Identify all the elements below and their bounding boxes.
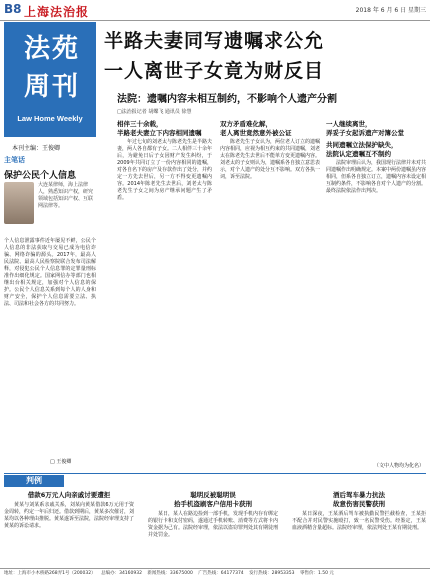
case-title: 酒后驾车暴力抗法 故意伤害民警获刑 <box>333 491 385 508</box>
case-item <box>292 490 426 568</box>
page-badge <box>4 2 22 16</box>
headline-line1: 半路夫妻同写遗嘱求公允 <box>104 30 325 52</box>
byline: □法治报记者 胡蝶飞 通讯员 徐慧 <box>117 109 192 115</box>
article-paragraph: 陈老先生子女认为，两位老人订立的遗嘱内容相同，应视为相互约束的共同遗嘱，刘老太在陈老先生去世后不能单方变更遗嘱内容。刘老太的子女则认为，遗嘱系各自独立意思表示，对个人遗产的处分互不影响。双方各执一词，诉至法院。 <box>220 139 320 180</box>
footer <box>0 568 430 577</box>
author-avatar <box>4 182 34 224</box>
page-number: 8 <box>13 2 22 16</box>
masthead <box>0 0 430 21</box>
case-item <box>148 490 278 568</box>
weekly-title-line1: 法苑 <box>23 34 80 64</box>
column-body: 个人信息泄露事件近年屡见不鲜，公民个人信息的非法获取与交易已成为电信诈骗、网络诈骗的源头。2017年，最高人民法院、最高人民检察院联合发布司法解释，对侵犯公民个人信息罪的定罪量刑标准作出细化规定。国家网信办等部门也相继出台相关规定，加强对个人信息的保护。公民个人信息关系到每个人的人身和财产安全，保护个人信息需要立法、执法、司法和社会各方的共同努力。 <box>4 238 96 307</box>
article-paragraph: 年过七旬的刘老太与陈老先生是半路夫妻，两人各自都有子女。二人相伴三十余年后，为避免日后子女因财产发生纠纷，于2009年共同订立了一份内容相同的遗嘱，对各自名下的房产及存款作出了处分，并约定一方先去世后，另一方不得变更遗嘱内容。2014年陈老先生去世后，刘老太与陈老先生子女之间为房产继承问题产生了矛盾。 <box>117 139 212 201</box>
section-heading: 一人继续离世， 弄妥子女起诉遗产对簿公堂 <box>326 120 404 137</box>
main-headline <box>104 26 430 86</box>
section-heading: 相伴三十余载， 半路老夫妻立下内容相同遗嘱 <box>117 120 202 137</box>
footer-address: 地址：上海市小木桥路268弄1号（200032） <box>4 571 96 576</box>
footer-news-hotline: 新闻热线：33675000 <box>147 571 193 576</box>
article-paragraph: 法院审理后认为，我国现行法律并未对共同遗嘱作出明确规定。本案中两份遗嘱虽内容相同，但系各自独立订立，遗嘱内容未设定相互制约条件，不影响各自对个人遗产的分割。最终法院依法作出判决。 <box>326 160 426 194</box>
weekly-title-english: Law Home Weekly <box>17 114 83 123</box>
subheadline: 法院：遗嘱内容未相互制约，不影响个人遗产分割 <box>117 94 337 105</box>
article-column-2 <box>220 116 320 472</box>
article-column-1 <box>117 116 212 472</box>
cases-section-label: 判例 <box>4 475 64 487</box>
case-title: 聪明反被聪明误 拾手机盗刷客户信用卡获刑 <box>174 491 252 508</box>
case-title: 借款6万元人向亲戚讨要遭拒 <box>27 491 111 499</box>
case-text: 黄某与刘某系亲戚关系，刘某向黄某借款6万元用于资金周转，约定一年后归还。借款到期后，黄某多次催讨，刘某均以各种理由推脱。黄某遂诉至法院，法院经审理支持了黄某的诉讼请求。 <box>4 502 134 529</box>
case-text: 某日深夜，王某酒后驾车被执勤民警拦截检查，王某拒不配合并对民警实施殴打，致一名民警受伤。经鉴定，王某血液酒精含量超标。法院经审理，依法判处王某有期徒刑。 <box>292 511 426 531</box>
section-heading: 双方矛盾难化解， 老人离世竟然意外被公证 <box>220 120 292 137</box>
article-note: （文中人物均为化名） <box>373 463 424 469</box>
weekly-title-line2: 周刊 <box>23 72 80 102</box>
column-title: 保护公民个人信息 <box>4 171 77 181</box>
page-section-letter: B <box>4 2 14 16</box>
case-item <box>4 490 134 568</box>
case-text: 某日，某人在路边捡到一部手机，发现手机内存有绑定的银行卡和支付密码，遂通过手机转账、消费等方式将卡内资金据为己有。法院经审理，依法以盗窃罪判处其有期徒刑并处罚金。 <box>148 511 278 538</box>
section-heading: 共同遗嘱立法保护缺失， 法院认定遗嘱互不制约 <box>326 141 398 158</box>
footer-subscribe-hotline: 发行热线：28953353 <box>249 571 295 576</box>
footer-ad-hotline: 广告热线：64177374 <box>198 571 244 576</box>
column-signature: □ 王俊卿 <box>50 459 72 465</box>
footer-editorial: 总编办：34160932 <box>101 571 142 576</box>
author-box <box>4 182 96 234</box>
headline-line2: 一人离世子女竟为财反目 <box>104 60 325 82</box>
date-line: 2018 年 6 月 6 日 星期三 <box>355 7 426 14</box>
left-panel <box>0 22 99 472</box>
cases-section-bar <box>4 473 426 488</box>
column-host-label: 主笔话 <box>4 156 25 164</box>
article-column-3 <box>326 116 426 472</box>
weekly-title-box <box>4 22 96 137</box>
paper-name: 上海法治报 <box>24 5 90 19</box>
editor-credit: 本刊主编：王俊卿 <box>12 145 61 152</box>
footer-price: 零售价：1.50 元 <box>299 571 334 576</box>
author-bio: 大连某律师，海上法律人，熟悉知识产权，研究领域包括知识产权、互联网法律等。 <box>38 182 94 209</box>
